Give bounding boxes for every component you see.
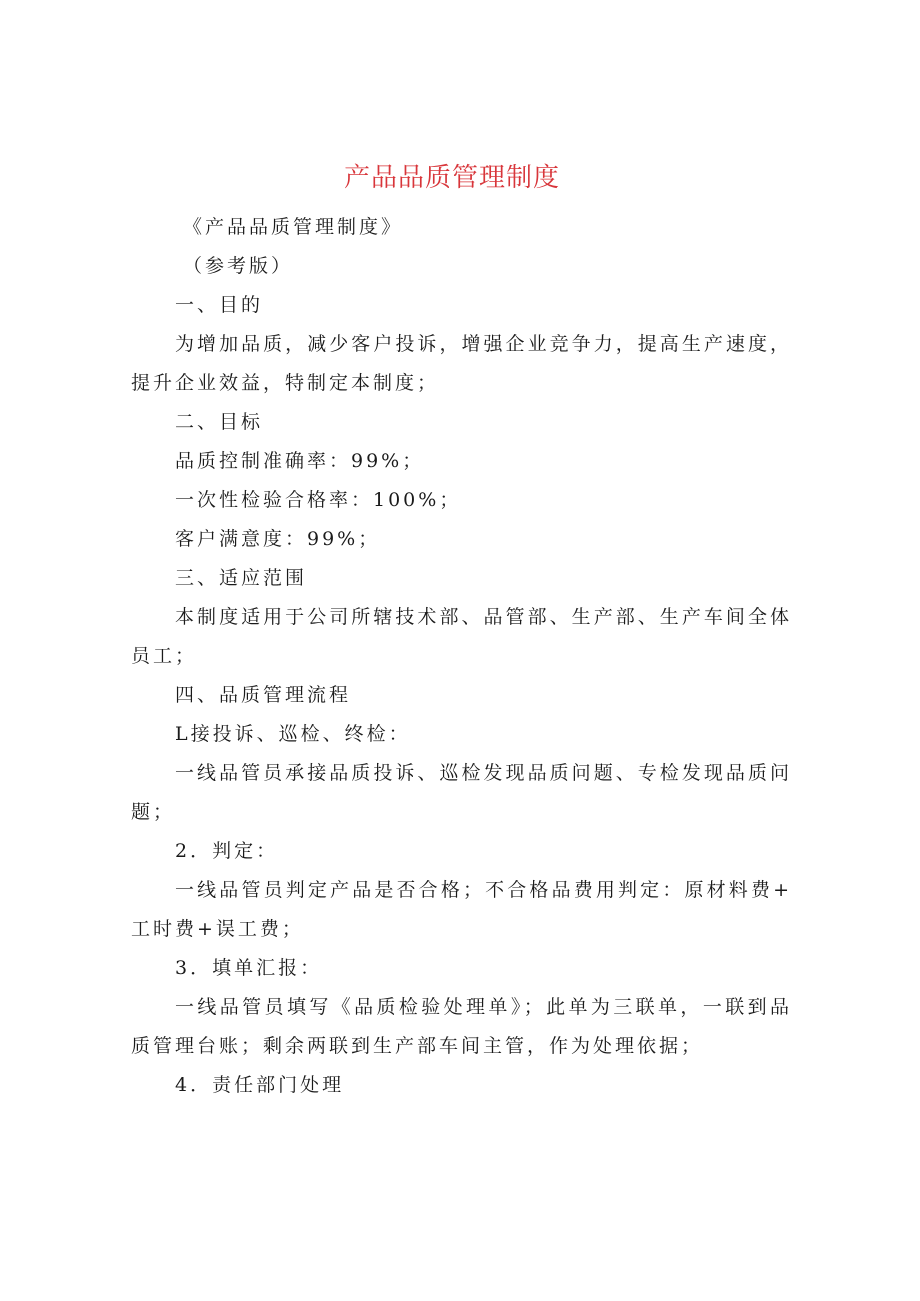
- step-heading: 2．判定：: [175, 840, 279, 862]
- step-heading: 4．责任部门处理: [175, 1074, 345, 1096]
- section-heading-goals: 二、目标: [175, 411, 264, 433]
- paragraph-line: 工时费+误工费；: [131, 918, 304, 940]
- paragraph-line: 一线品管员填写《品质检验处理单》；此单为三联单，一联到品: [175, 996, 791, 1018]
- document-body: [131, 208, 791, 1105]
- section-heading-scope: 三、适应范围: [175, 567, 308, 589]
- step-heading: L接投诉、巡检、终检：: [175, 723, 411, 745]
- paragraph-line: 一线品管员承接品质投诉、巡检发现品质问题、专检发现品质问: [175, 762, 791, 784]
- paragraph-line: 本制度适用于公司所辖技术部、品管部、生产部、生产车间全体: [175, 606, 791, 628]
- goal-item: 品质控制准确率：99%；: [175, 450, 425, 472]
- paragraph-line: 员工；: [131, 645, 198, 667]
- paragraph-line: 题；: [131, 801, 176, 823]
- paragraph-line: 质管理台账；剩余两联到生产部车间主管，作为处理依据；: [131, 1035, 704, 1057]
- paragraph-line: 提升企业效益，特制定本制度；: [131, 372, 440, 394]
- paragraph-line: 为增加品质，减少客户投诉，增强企业竞争力，提高生产速度，: [175, 333, 791, 355]
- section-heading-process: 四、品质管理流程: [175, 684, 352, 706]
- goal-item: 一次性检验合格率：100%；: [175, 489, 462, 511]
- version-note: （参考版）: [183, 255, 294, 277]
- subtitle-line: 《产品品质管理制度》: [183, 216, 404, 238]
- document-title: 产品品质管理制度: [343, 163, 560, 193]
- section-heading-purpose: 一、目的: [175, 294, 264, 316]
- paragraph-line: 一线品管员判定产品是否合格；不合格品费用判定：原材料费+: [175, 879, 791, 901]
- goal-item: 客户满意度：99%；: [175, 528, 381, 550]
- step-heading: 3．填单汇报：: [175, 957, 323, 979]
